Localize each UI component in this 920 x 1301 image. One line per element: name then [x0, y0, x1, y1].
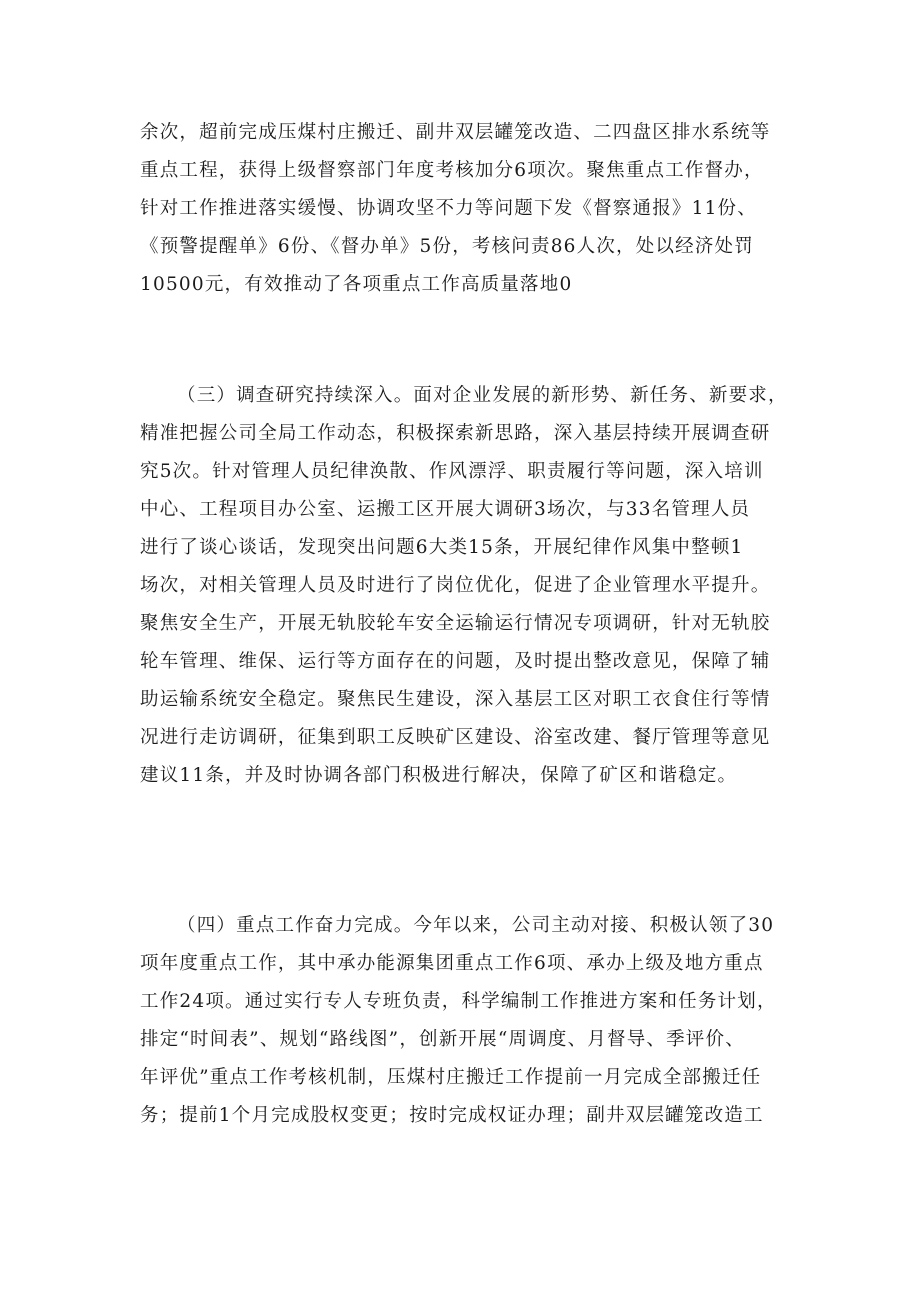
text-line: 排定“时间表”、规划“路线图”，创新开展“周调度、月督导、季评价、 — [140, 1029, 745, 1050]
text-line: 项年度重点工作，其中承办能源集团重点工作6项、承办上级及地方重点 — [140, 953, 764, 974]
text-line: 《预警提醒单》6份、《督办单》5份，考核问责86人次，处以经济处罚 — [140, 236, 754, 257]
text-line: 年评优”重点工作考核机制，压煤村庄搬迁工作提前一月完成全部搬迁任 — [140, 1067, 762, 1088]
text-line: 进行了谈心谈话，发现突出问题6大类15条，开展纪律作风集中整顿1 — [140, 537, 744, 558]
text-line: 10500元，有效推动了各项重点工作高质量落地0 — [140, 274, 573, 295]
text-line-heading: （三）调查研究持续深入。面对企业发展的新形势、新任务、新要求， — [177, 385, 788, 406]
paragraph-key-work — [140, 907, 800, 1135]
text-line: 究5次。针对管理人员纪律涣散、作风漂浮、职责履行等问题，深入培训 — [140, 461, 764, 482]
text-line: 场次，对相关管理人员及时进行了岗位优化，促进了企业管理水平提升。 — [140, 575, 771, 596]
paragraph-research — [140, 377, 800, 795]
text-line: 聚焦安全生产，开展无轨胶轮车安全运输运行情况专项调研，针对无轨胶 — [140, 613, 771, 634]
text-line: 建议11条，并及时协调各部门积极进行解决，保障了矿区和谐稳定。 — [140, 765, 738, 786]
text-line: 中心、工程项目办公室、运搬工区开展大调研3场次，与33名管理人员 — [140, 499, 751, 520]
text-line: 务；提前1个月完成股权变更；按时完成权证办理；副井双层罐笼改造工 — [140, 1105, 764, 1126]
text-line: 余次，超前完成压煤村庄搬迁、副井双层罐笼改造、二四盘区排水系统等 — [140, 122, 771, 143]
text-line-heading: （四）重点工作奋力完成。今年以来，公司主动对接、积极认领了30 — [177, 915, 775, 936]
text-line: 助运输系统安全稳定。聚焦民生建设，深入基层工区对职工衣食住行等情 — [140, 689, 771, 710]
text-line: 针对工作推进落实缓慢、协调攻坚不力等问题下发《督察通报》11份、 — [140, 198, 757, 219]
text-line: 况进行走访调研，征集到职工反映矿区建设、浴室改建、餐厅管理等意见 — [140, 727, 771, 748]
paragraph-continuation — [140, 114, 800, 304]
text-line: 轮车管理、维保、运行等方面存在的问题，及时提出整改意见，保障了辅 — [140, 651, 771, 672]
text-line: 重点工程，获得上级督察部门年度考核加分6项次。聚焦重点工作督办， — [140, 160, 764, 181]
text-line: 精准把握公司全局工作动态，积极探索新思路，深入基层持续开展调查研 — [140, 423, 771, 444]
text-line: 工作24项。通过实行专人专班负责，科学编制工作推进方案和任务计划， — [140, 991, 777, 1012]
